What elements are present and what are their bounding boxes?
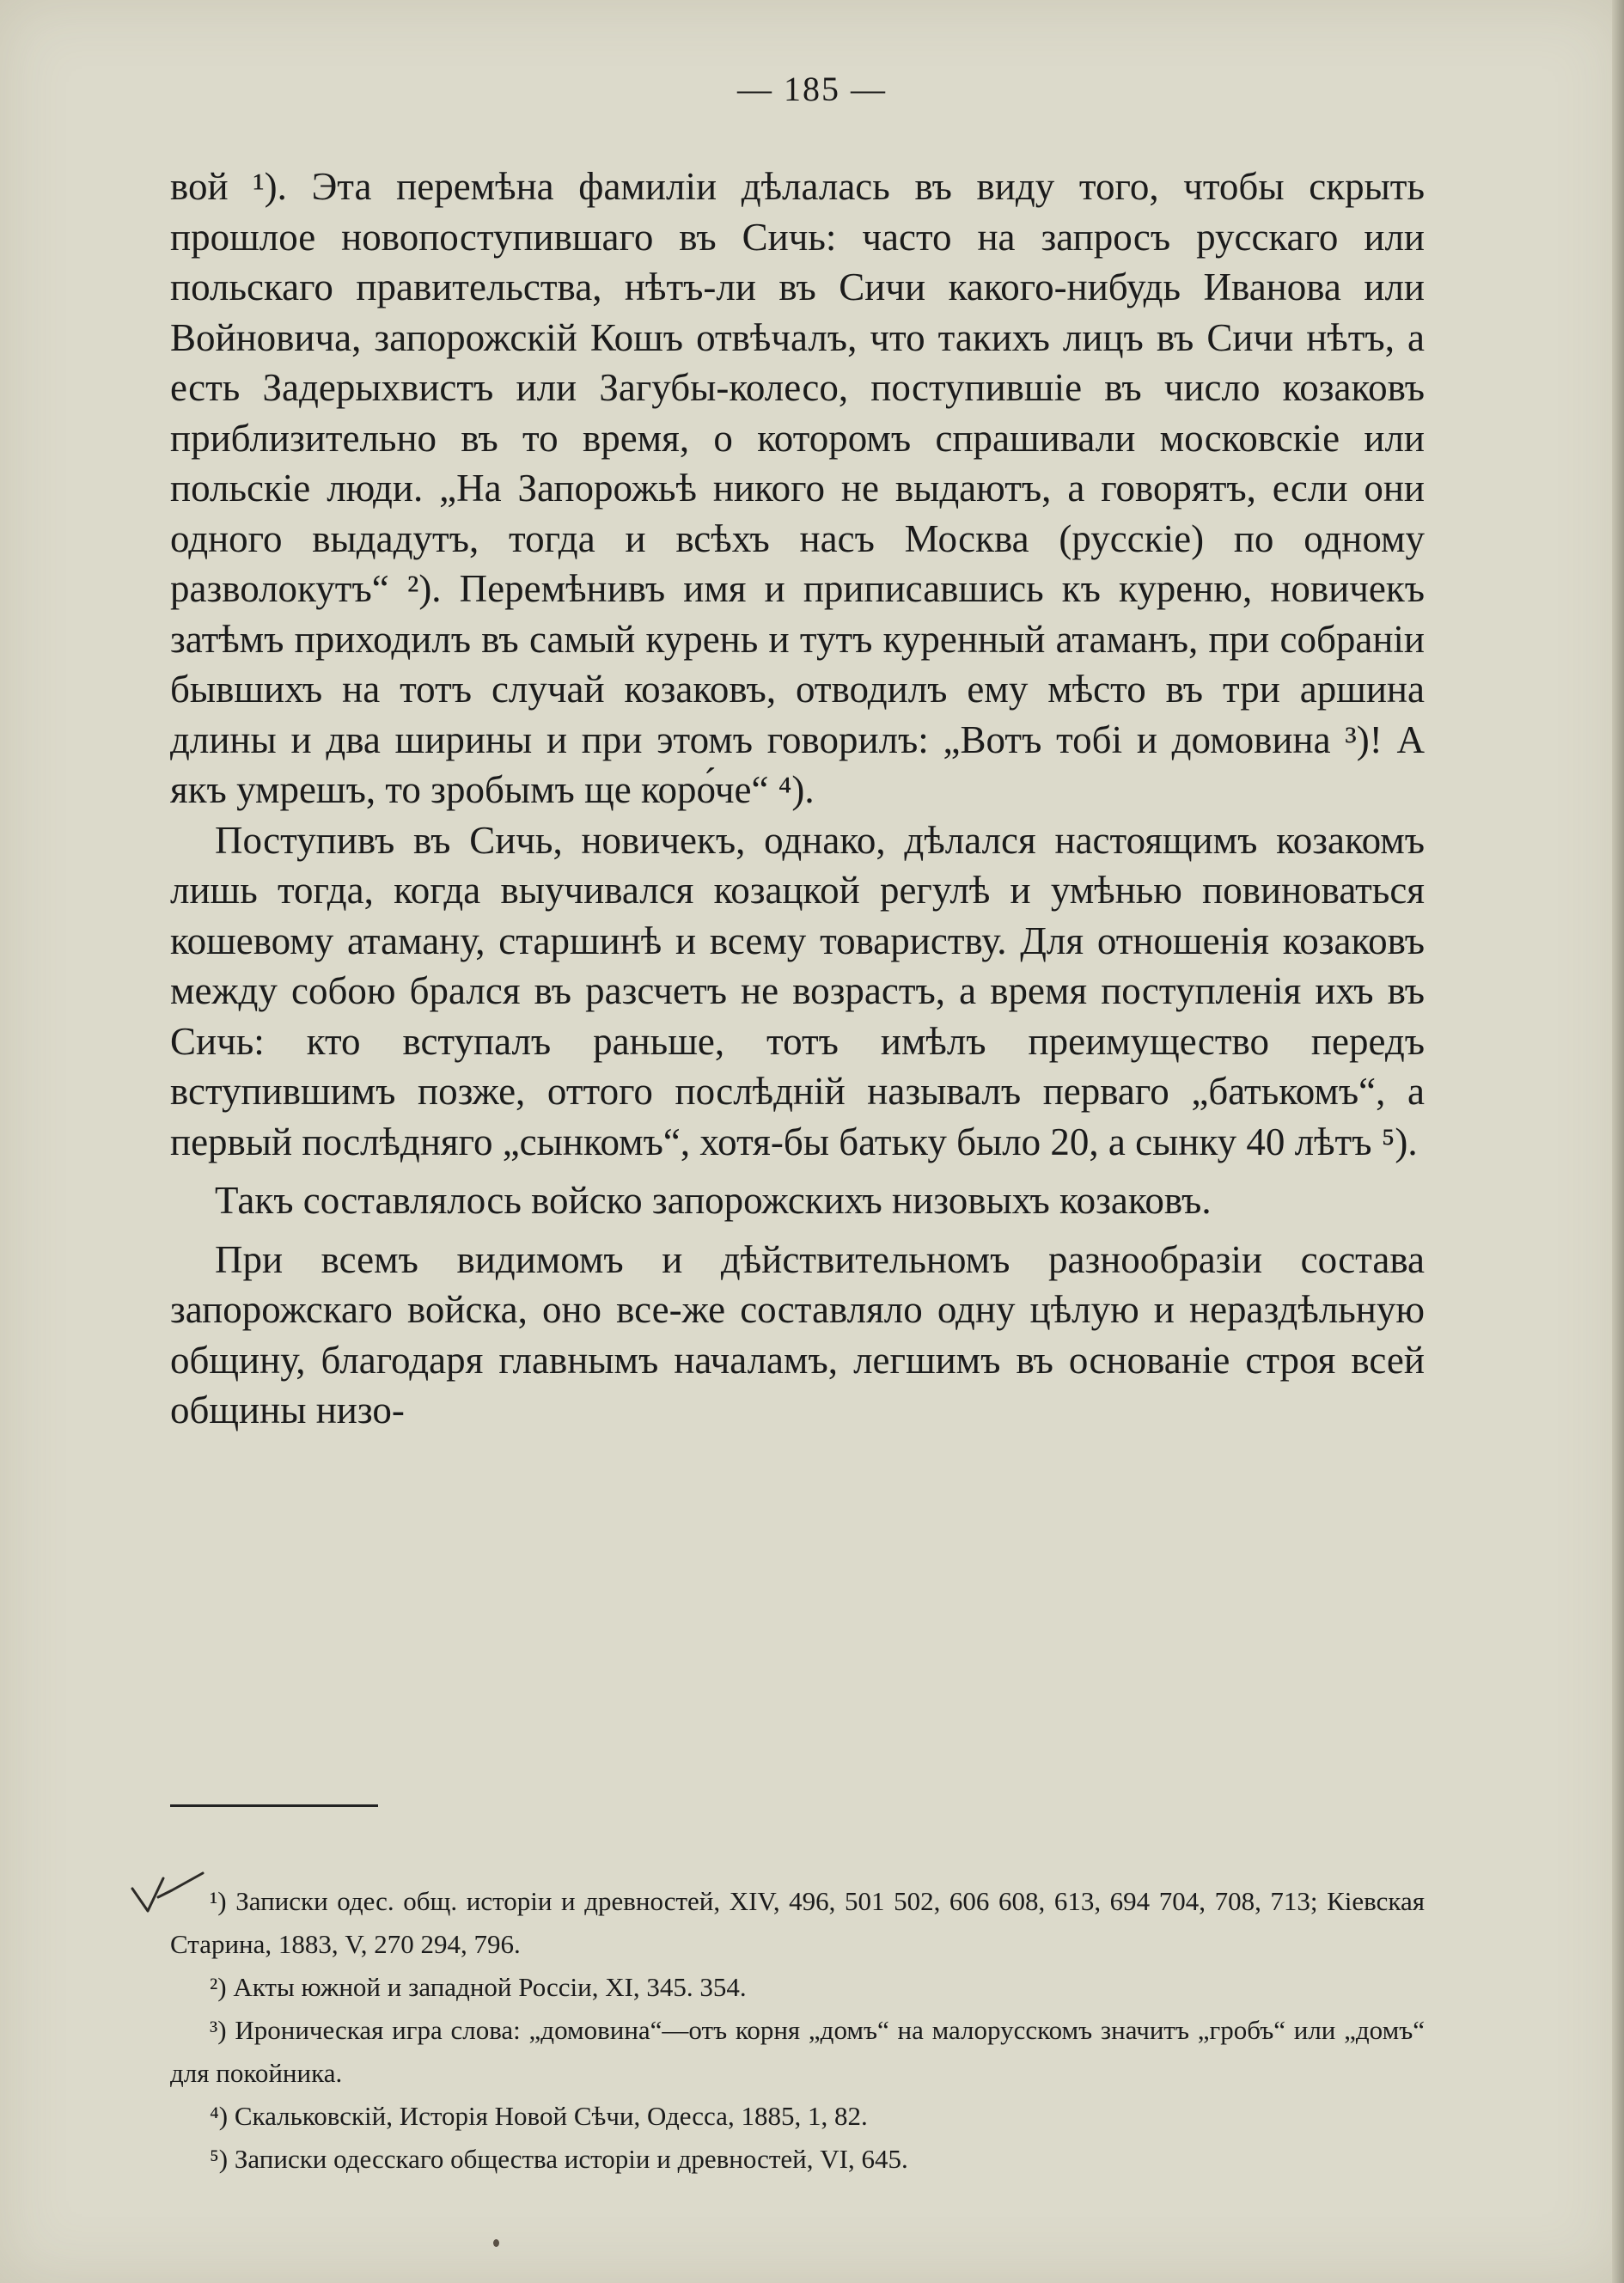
footnote: ³) Ироническая игра слова: „домовина“—отъ корня „домъ“ на малорусскомъ значитъ „гробъ“ или „домъ“ для покойника. — [170, 2015, 1425, 2088]
page-edge-shadow — [1612, 0, 1624, 2283]
paragraph-continuation: вой ¹). Эта перемѣна фамиліи дѣлалась въ виду того, чтобы скрыть прошлое новопоступившаго въ Сичь: часто на запросъ русскаго или польскаго правительства, нѣтъ-ли въ Сичи какого-нибудь Иванова или Войновича, запорожскій Кошъ отвѣчалъ, что такихъ лицъ въ Сичи нѣтъ, а есть Задерыхвистъ или Загубы-колесо, поступившіе въ число козаковъ приблизительно въ то время, о которомъ спрашивали московскіе или польскіе люди. „На Запорожьѣ никого не выдаютъ, а говорятъ, если они одного выдадутъ, тогда и всѣхъ насъ Москва (русскіе) по одному разволокутъ“ ²). Перемѣнивъ имя и приписавшись къ куреню, новичекъ затѣмъ приходилъ въ самый курень и тутъ куренный атаманъ, при собраніи бывшихъ на тотъ случай козаковъ, отводилъ ему мѣсто въ три аршина длины и два ширины и при этомъ говорилъ: „Вотъ тобі и домовина ³)! А якъ умрешъ, то зробымъ ще коро́че“ ⁴). — [170, 165, 1425, 811]
paragraph: Такъ составлялось войско запорожскихъ низовыхъ козаковъ. — [215, 1179, 1212, 1222]
ink-speck — [493, 2239, 499, 2247]
footnote: ⁴) Скальковскій, Исторія Новой Сѣчи, Одесса, 1885, 1, 82. — [210, 2101, 868, 2131]
paragraph: Поступивъ въ Сичь, новичекъ, однако, дѣлался настоящимъ козакомъ лишь тогда, когда выучивался козацкой регулѣ и умѣнью повиноваться кошевому атаману, старшинѣ и всему товариству. Для отношенія козаковъ между собою брался въ разсчетъ не возрастъ, а время поступленія ихъ въ Сичь: кто вступалъ раньше, тотъ имѣлъ преимущество передъ вступившимъ позже, оттого послѣдній называлъ перваго „батькомъ“, а первый послѣдняго „сынкомъ“, хотя-бы батьку было 20, а сынку 40 лѣтъ ⁵). — [170, 818, 1425, 1163]
footnote: ⁵) Записки одесскаго общества исторіи и древностей, VI, 645. — [210, 2144, 908, 2174]
footnote-divider — [170, 1804, 378, 1807]
paragraph: При всемъ видимомъ и дѣйствительномъ разнообразіи состава запорожскаго войска, оно все-же составляло одну цѣлую и нераздѣльную общину, благодаря главнымъ началамъ, легшимъ въ основаніе строя всей общины низо- — [170, 1237, 1425, 1431]
footnotes — [170, 1880, 1425, 2181]
footnote: ²) Акты южной и западной Россіи, XI, 345. 354. — [210, 1972, 747, 2002]
page-number: — 185 — — [737, 70, 887, 108]
main-text — [170, 162, 1425, 1436]
footnote: ¹) Записки одес. общ. исторіи и древностей, XIV, 496, 501 502, 606 608, 613, 694 704, 708, 713; Кіевская Старина, 1883, V, 270 294, 796. — [170, 1886, 1425, 1959]
